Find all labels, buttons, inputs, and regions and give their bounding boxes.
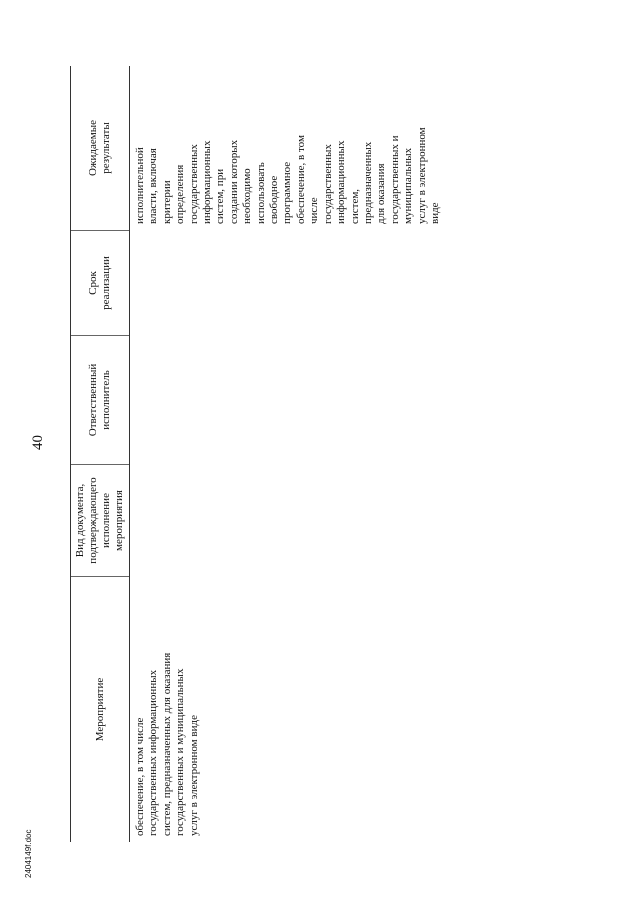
header-responsible xyxy=(71,335,129,464)
header-responsible-line: Ответственный xyxy=(87,363,99,437)
result-line: государственных xyxy=(187,144,200,224)
cell-activity xyxy=(134,580,201,836)
header-deadline xyxy=(71,230,129,335)
activity-line: услуг в электронном виде xyxy=(187,715,200,836)
result-line: критерии xyxy=(160,180,173,224)
header-document-line: подтверждающего xyxy=(87,477,99,564)
page-number: 40 xyxy=(30,435,46,450)
result-line: программное xyxy=(281,161,294,224)
result-line: власти, включая xyxy=(147,148,160,224)
cell-expected-results xyxy=(134,74,442,224)
result-line: создании которых xyxy=(227,139,240,224)
header-document-line: исполнение xyxy=(100,493,112,548)
result-line: необходимо xyxy=(241,168,254,224)
result-line: услуг в электронном xyxy=(415,127,428,224)
result-line: числе xyxy=(308,197,321,224)
footer-document-code: 2404149f.doc xyxy=(24,829,33,878)
activity-line: государственных информационных xyxy=(147,669,160,836)
result-line: виде xyxy=(428,202,441,224)
result-line: информационных xyxy=(335,140,348,224)
result-line: исполнительной xyxy=(134,147,146,224)
header-activity xyxy=(71,576,129,842)
result-line: определения xyxy=(174,164,187,224)
result-line: информационных xyxy=(201,140,214,224)
activity-line: обеспечение, в том числе xyxy=(134,717,146,836)
result-line: свободное xyxy=(268,175,281,224)
result-line: систем, xyxy=(348,188,361,224)
result-line: муниципальных xyxy=(402,147,415,224)
header-deadline-line: реализации xyxy=(100,256,112,310)
result-line: предназначенных xyxy=(361,141,374,224)
header-deadline-line: Срок xyxy=(87,271,99,295)
result-line: для оказания xyxy=(375,163,388,224)
table-header xyxy=(70,66,130,842)
result-line: обеспечение, в том xyxy=(294,135,307,224)
activity-line: систем, предназначенных для оказания xyxy=(160,652,173,836)
header-results-line: Ожидаемые xyxy=(87,119,99,177)
header-expected-results xyxy=(71,66,129,230)
header-document-type xyxy=(71,464,129,576)
header-document-line: мероприятия xyxy=(113,490,125,551)
header-activity-text: Мероприятие xyxy=(93,677,106,742)
result-line: систем, при xyxy=(214,168,227,224)
result-line: использовать xyxy=(254,162,267,224)
header-responsible-line: исполнитель xyxy=(100,370,112,430)
header-document-line: Вид документа, xyxy=(74,483,86,558)
result-line: государственных xyxy=(321,144,334,224)
activity-line: государственных и муниципальных xyxy=(174,668,187,836)
result-line: государственных и xyxy=(388,135,401,224)
table-region xyxy=(70,66,530,842)
header-results-line: результаты xyxy=(100,122,112,174)
